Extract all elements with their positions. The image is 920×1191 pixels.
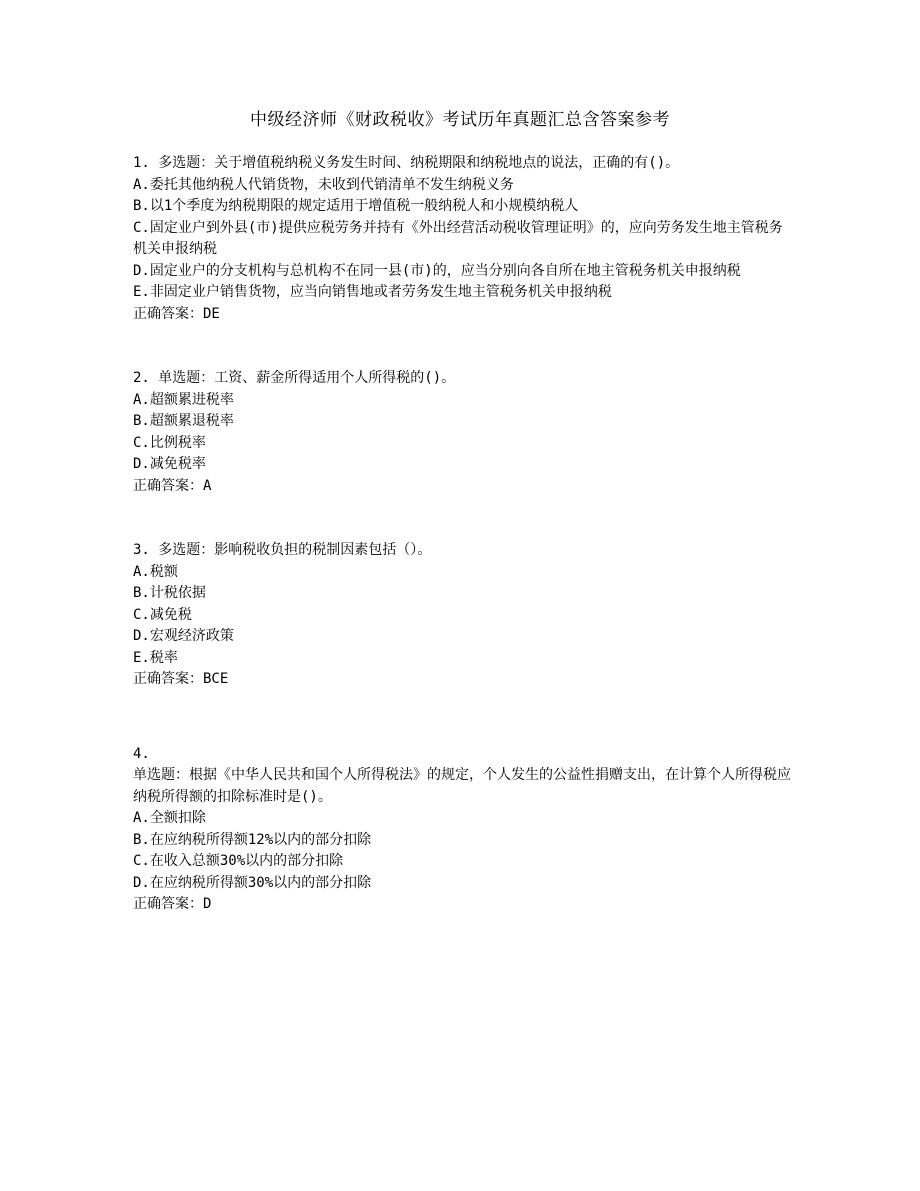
option-e: E.税率 xyxy=(133,649,178,666)
question-4 xyxy=(133,744,793,916)
option-c: C.固定业户到外县(市)提供应税劳务并持有《外出经营活动税收管理证明》的，应向劳务发生地主管税务机关申报纳税 xyxy=(133,219,783,257)
question-2 xyxy=(133,368,793,497)
option-d: D.减免税率 xyxy=(133,456,206,472)
correct-answer: 正确答案：A xyxy=(133,477,212,494)
question-list xyxy=(133,153,793,916)
question-1 xyxy=(133,153,793,325)
option-d: D.在应纳税所得额30%以内的部分扣除 xyxy=(133,874,372,891)
question-3 xyxy=(133,540,793,691)
option-b: B.计税依据 xyxy=(133,585,206,601)
option-c: C.减免税 xyxy=(133,606,192,623)
option-d: D.宏观经济政策 xyxy=(133,628,234,644)
correct-answer: 正确答案：BCE xyxy=(133,671,229,687)
option-e: E.非固定业户销售货物，应当向销售地或者劳务发生地主管税务机关申报纳税 xyxy=(133,284,612,300)
option-b: B.超额累退税率 xyxy=(133,413,234,429)
option-a: A.委托其他纳税人代销货物，未收到代销清单不发生纳税义务 xyxy=(133,176,514,193)
question-stem: 3. 多选题：影响税收负担的税制因素包括（）。 xyxy=(133,542,432,558)
option-c: C.比例税率 xyxy=(133,434,206,451)
option-c: C.在收入总额30%以内的部分扣除 xyxy=(133,853,344,869)
option-a: A.超额累进税率 xyxy=(133,391,234,408)
option-b: B.在应纳税所得额12%以内的部分扣除 xyxy=(133,831,372,848)
option-a: A.全额扣除 xyxy=(133,810,206,826)
question-stem: 2. 单选题：工资、薪金所得适用个人所得税的()。 xyxy=(133,370,456,386)
document-title: 中级经济师《财政税收》考试历年真题汇总含答案参考 xyxy=(250,110,670,130)
correct-answer: 正确答案：D xyxy=(133,896,212,912)
correct-answer: 正确答案：DE xyxy=(133,305,220,322)
question-number: 4. xyxy=(133,745,150,762)
option-d: D.固定业户的分支机构与总机构不在同一县(市)的，应当分别向各自所在地主管税务机关申报纳税 xyxy=(133,262,741,279)
question-stem: 单选题：根据《中华人民共和国个人所得税法》的规定，个人发生的公益性捐赠支出，在计算个人所得税应纳税所得额的扣除标准时是()。 xyxy=(133,767,791,805)
option-a: A.税额 xyxy=(133,563,178,580)
question-stem: 1. 多选题：关于增值税纳税义务发生时间、纳税期限和纳税地点的说法，正确的有()。 xyxy=(133,155,680,171)
option-b: B.以1个季度为纳税期限的规定适用于增值税一般纳税人和小规模纳税人 xyxy=(133,198,579,214)
